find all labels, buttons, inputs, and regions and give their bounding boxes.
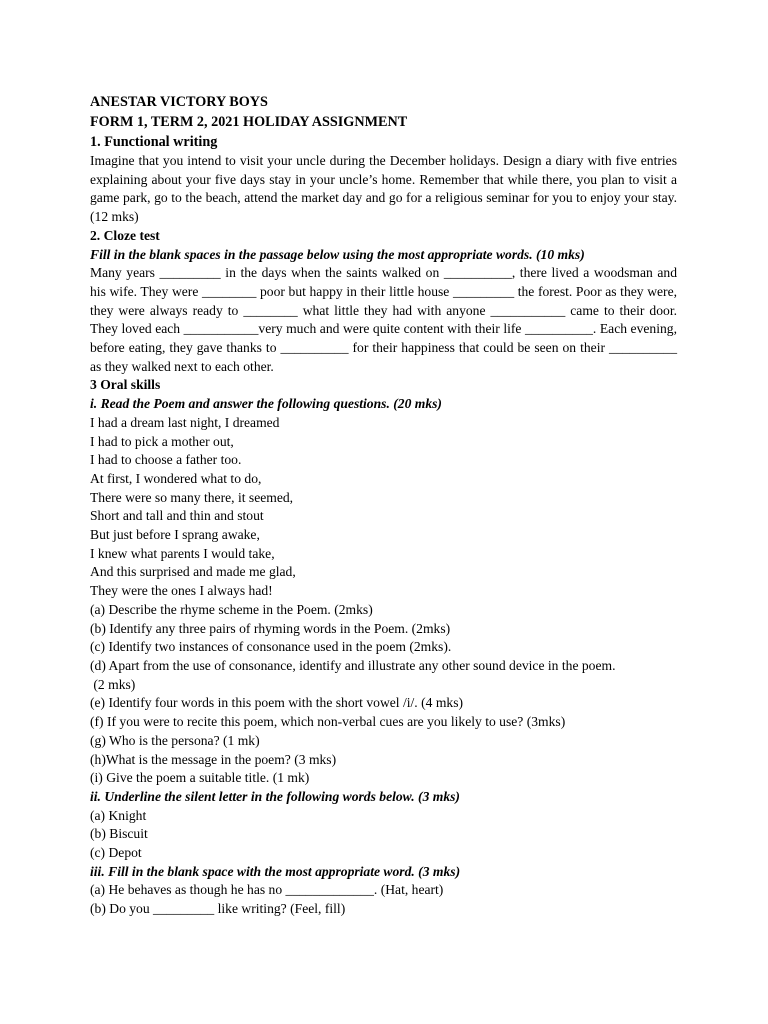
silent-letter-list bbox=[90, 807, 677, 863]
poem-line: At first, I wondered what to do, bbox=[90, 470, 262, 486]
question-item: (i) Give the poem a suitable title. (1 mk) bbox=[90, 770, 310, 786]
poem-line: I knew what parents I would take, bbox=[90, 545, 275, 561]
poem-line: I had to pick a mother out, bbox=[90, 433, 234, 449]
silent-letter-instruction: ii. Underline the silent letter in the following words below. (3 mks) bbox=[90, 788, 460, 804]
poem-line: I had a dream last night, I dreamed bbox=[90, 414, 280, 430]
poem-line: And this surprised and made me glad, bbox=[90, 564, 296, 580]
question-item: (e) Identify four words in this poem with the short vowel /i/. (4 mks) bbox=[90, 695, 464, 711]
poem-line: But just before I sprang awake, bbox=[90, 527, 260, 543]
assignment-title: FORM 1, TERM 2, 2021 HOLIDAY ASSIGNMENT bbox=[90, 114, 408, 130]
silent-letter-item: (c) Depot bbox=[90, 845, 142, 861]
question-item: (c) Identify two instances of consonance used in the poem (2mks). bbox=[90, 639, 452, 655]
section-2-instruction: Fill in the blank spaces in the passage below using the most appropriate words. (10 mks) bbox=[90, 246, 585, 262]
poem-questions bbox=[90, 601, 677, 788]
silent-letter-item: (a) Knight bbox=[90, 807, 147, 823]
fill-blank-item: (a) He behaves as though he has no _____________. (Hat, heart) bbox=[90, 882, 444, 898]
question-item: (a) Describe the rhyme scheme in the Poem. (2mks) bbox=[90, 601, 373, 617]
question-item: (f) If you were to recite this poem, which non-verbal cues are you likely to use? (3mks) bbox=[90, 714, 566, 730]
question-item: (d) Apart from the use of consonance, identify and illustrate any other sound device in the poem. bbox=[90, 657, 616, 673]
section-1-text: Imagine that you intend to visit your uncle during the December holidays. Design a diary with five entries explaining about your five days stay in your uncle’s home. Remember that while there, you plan to visit a game park, go to the beach, attend the market day and go for a religious seminar for you to enjoy your stay. (12 mks) bbox=[90, 153, 677, 225]
section-3-heading: 3 Oral skills bbox=[90, 377, 161, 393]
section-1-heading: 1. Functional writing bbox=[90, 134, 218, 150]
section-2-heading: 2. Cloze test bbox=[90, 227, 160, 243]
poem-instruction: i. Read the Poem and answer the following questions. (20 mks) bbox=[90, 396, 442, 412]
poem bbox=[90, 414, 677, 601]
poem-line: There were so many there, it seemed, bbox=[90, 489, 294, 505]
fill-blank-list bbox=[90, 881, 677, 918]
school-name: ANESTAR VICTORY BOYS bbox=[90, 94, 268, 110]
question-item: (b) Identify any three pairs of rhyming words in the Poem. (2mks) bbox=[90, 620, 451, 636]
silent-letter-item: (b) Biscuit bbox=[90, 826, 148, 842]
question-item-marks: (2 mks) bbox=[90, 676, 136, 692]
fill-blank-item: (b) Do you _________ like writing? (Feel, fill) bbox=[90, 901, 346, 917]
question-item: (g) Who is the persona? (1 mk) bbox=[90, 732, 260, 748]
poem-line: Short and tall and thin and stout bbox=[90, 508, 264, 524]
document-content bbox=[90, 92, 677, 919]
question-item: (h)What is the message in the poem? (3 mks) bbox=[90, 751, 337, 767]
cloze-passage: Many years _________ in the days when the saints walked on __________, there lived a woodsman and his wife. They were ________ poor but happy in their little house _________ the forest. Poor as they were, they were always ready to ________ what little they had with anyone ___________ came to their door. They loved each ___________very much and were quite content with their life __________. Each evening, before eating, they gave thanks to __________ for their happiness that could be seen on their __________ as they walked next to each other. bbox=[90, 265, 677, 374]
poem-line: I had to choose a father too. bbox=[90, 452, 242, 468]
poem-line: They were the ones I always had! bbox=[90, 583, 273, 599]
fill-blank-instruction: iii. Fill in the blank space with the most appropriate word. (3 mks) bbox=[90, 863, 461, 879]
